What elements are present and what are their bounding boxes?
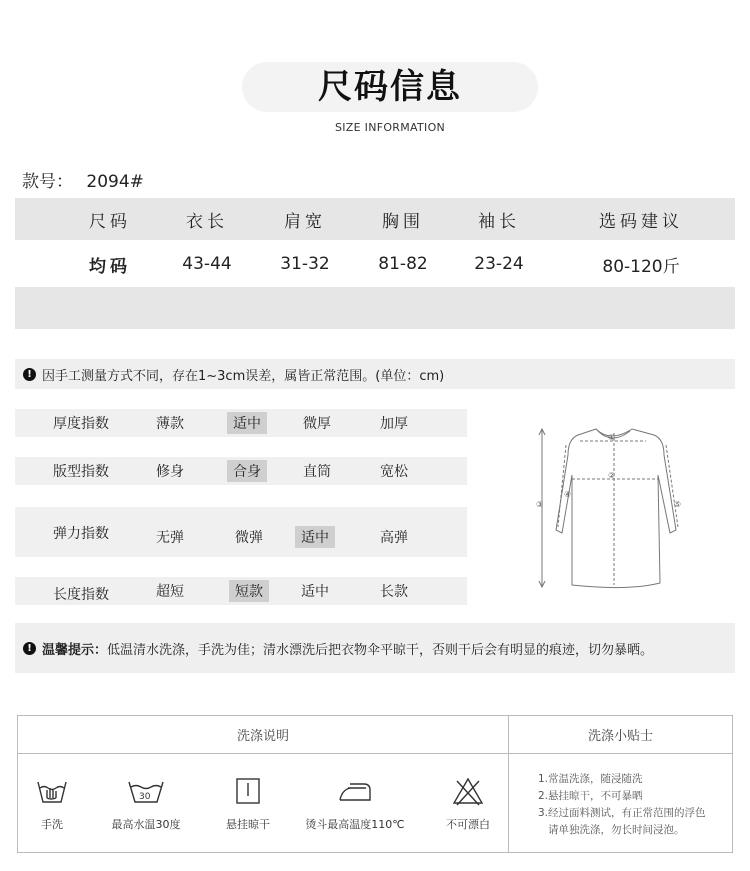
index-label: 弹力指数 — [53, 526, 109, 542]
care-item — [12, 776, 92, 832]
care-label: 烫斗最高温度110℃ — [305, 818, 405, 831]
care-item — [428, 776, 508, 832]
warm-tip-label: 温馨提示： — [42, 642, 108, 658]
care-label: 最高水温30度 — [111, 818, 181, 831]
care-label: 不可漂白 — [446, 818, 490, 831]
wash-tip: 2.悬挂晾干，不可暴晒 — [538, 790, 643, 802]
size-table-row — [15, 242, 735, 286]
care-item — [300, 776, 410, 832]
index-option: 无弹 — [156, 530, 184, 546]
hand-wash-icon — [35, 776, 69, 806]
size-cell: 80-120斤 — [602, 256, 680, 277]
alert-icon: ! — [23, 368, 36, 381]
wash-temp-text: 30 — [139, 792, 151, 802]
index-label: 版型指数 — [53, 464, 109, 480]
size-table-blank-row — [15, 287, 735, 329]
no-bleach-icon — [452, 776, 484, 806]
index-option-selected: 适中 — [295, 526, 335, 548]
index-option: 超短 — [156, 584, 184, 600]
index-option: 加厚 — [380, 416, 408, 432]
index-option: 长款 — [380, 584, 408, 600]
size-header-cell: 肩宽 — [284, 211, 326, 232]
index-option: 修身 — [156, 464, 184, 480]
index-label: 厚度指数 — [53, 416, 109, 432]
wash-instructions-box — [17, 715, 733, 853]
diagram-mark-4: ④ — [564, 490, 572, 499]
size-cell: 81-82 — [378, 254, 428, 274]
size-cell: 均码 — [89, 256, 131, 277]
size-header-cell: 衣长 — [186, 211, 228, 232]
warm-tip — [15, 623, 735, 673]
size-header-cell: 袖长 — [478, 211, 520, 232]
index-option-selected: 适中 — [227, 412, 267, 434]
style-number-label: 款号： — [22, 172, 73, 192]
diagram-mark-2: ② — [608, 471, 616, 480]
fit-index-row — [15, 457, 467, 485]
care-item — [106, 776, 186, 832]
wash-header: 洗涤说明 — [18, 716, 508, 754]
index-option: 宽松 — [380, 464, 408, 480]
wash-30-icon — [126, 776, 166, 806]
size-cell: 31-32 — [280, 254, 330, 274]
size-cell: 23-24 — [474, 254, 524, 274]
warm-tip-text: 低温清水洗涤，手洗为佳；清水漂洗后把衣物伞平晾干，否则干后会有明显的痕迹，切勿暴晒。 — [107, 642, 654, 658]
page-title: 尺码信息 — [318, 67, 462, 107]
diagram-mark-1: ① — [608, 433, 616, 442]
garment-diagram — [528, 415, 696, 595]
index-option: 微厚 — [303, 416, 331, 432]
size-table-header — [15, 198, 735, 240]
hang-dry-icon — [233, 776, 263, 806]
wash-tips-list — [538, 771, 706, 839]
diagram-mark-5: ⑤ — [674, 500, 682, 509]
tips-header: 洗涤小贴士 — [509, 716, 732, 754]
index-option: 直筒 — [303, 464, 331, 480]
alert-icon: ! — [23, 642, 36, 655]
index-option: 薄款 — [156, 416, 184, 432]
index-label: 长度指数 — [53, 587, 109, 603]
wash-tip: 请单独洗涤，勿长时间浸泡。 — [548, 824, 685, 836]
wash-tip: 1.常温洗涤，随浸随洗 — [538, 773, 643, 785]
care-label: 悬挂晾干 — [226, 818, 270, 831]
diagram-mark-3: ③ — [536, 500, 544, 509]
wash-divider — [508, 716, 509, 852]
index-option-selected: 短款 — [229, 580, 269, 602]
size-cell: 43-44 — [182, 254, 232, 274]
size-header-cell: 胸围 — [382, 211, 424, 232]
style-number-value: 2094# — [86, 172, 144, 192]
measure-note — [15, 359, 735, 389]
elasticity-index-row — [15, 507, 467, 557]
length-index-row — [15, 577, 467, 605]
size-header-cell: 选码建议 — [599, 211, 683, 232]
care-item — [208, 776, 288, 832]
index-option: 适中 — [301, 584, 329, 600]
measure-note-text: 因手工测量方式不同，存在1~3cm误差，属皆正常范围。(单位：cm) — [42, 368, 445, 384]
index-option: 高弹 — [380, 530, 408, 546]
size-header-cell: 尺码 — [89, 211, 131, 232]
iron-icon — [336, 776, 374, 806]
index-option-selected: 合身 — [227, 460, 267, 482]
thickness-index-row — [15, 409, 467, 437]
index-option: 微弹 — [235, 530, 263, 546]
care-label: 手洗 — [41, 818, 63, 831]
page-subtitle: SIZE INFORMATION — [334, 121, 446, 134]
style-number-line — [22, 167, 144, 192]
wash-tip: 3.经过面料测试，有正常范围的浮色 — [538, 807, 706, 819]
